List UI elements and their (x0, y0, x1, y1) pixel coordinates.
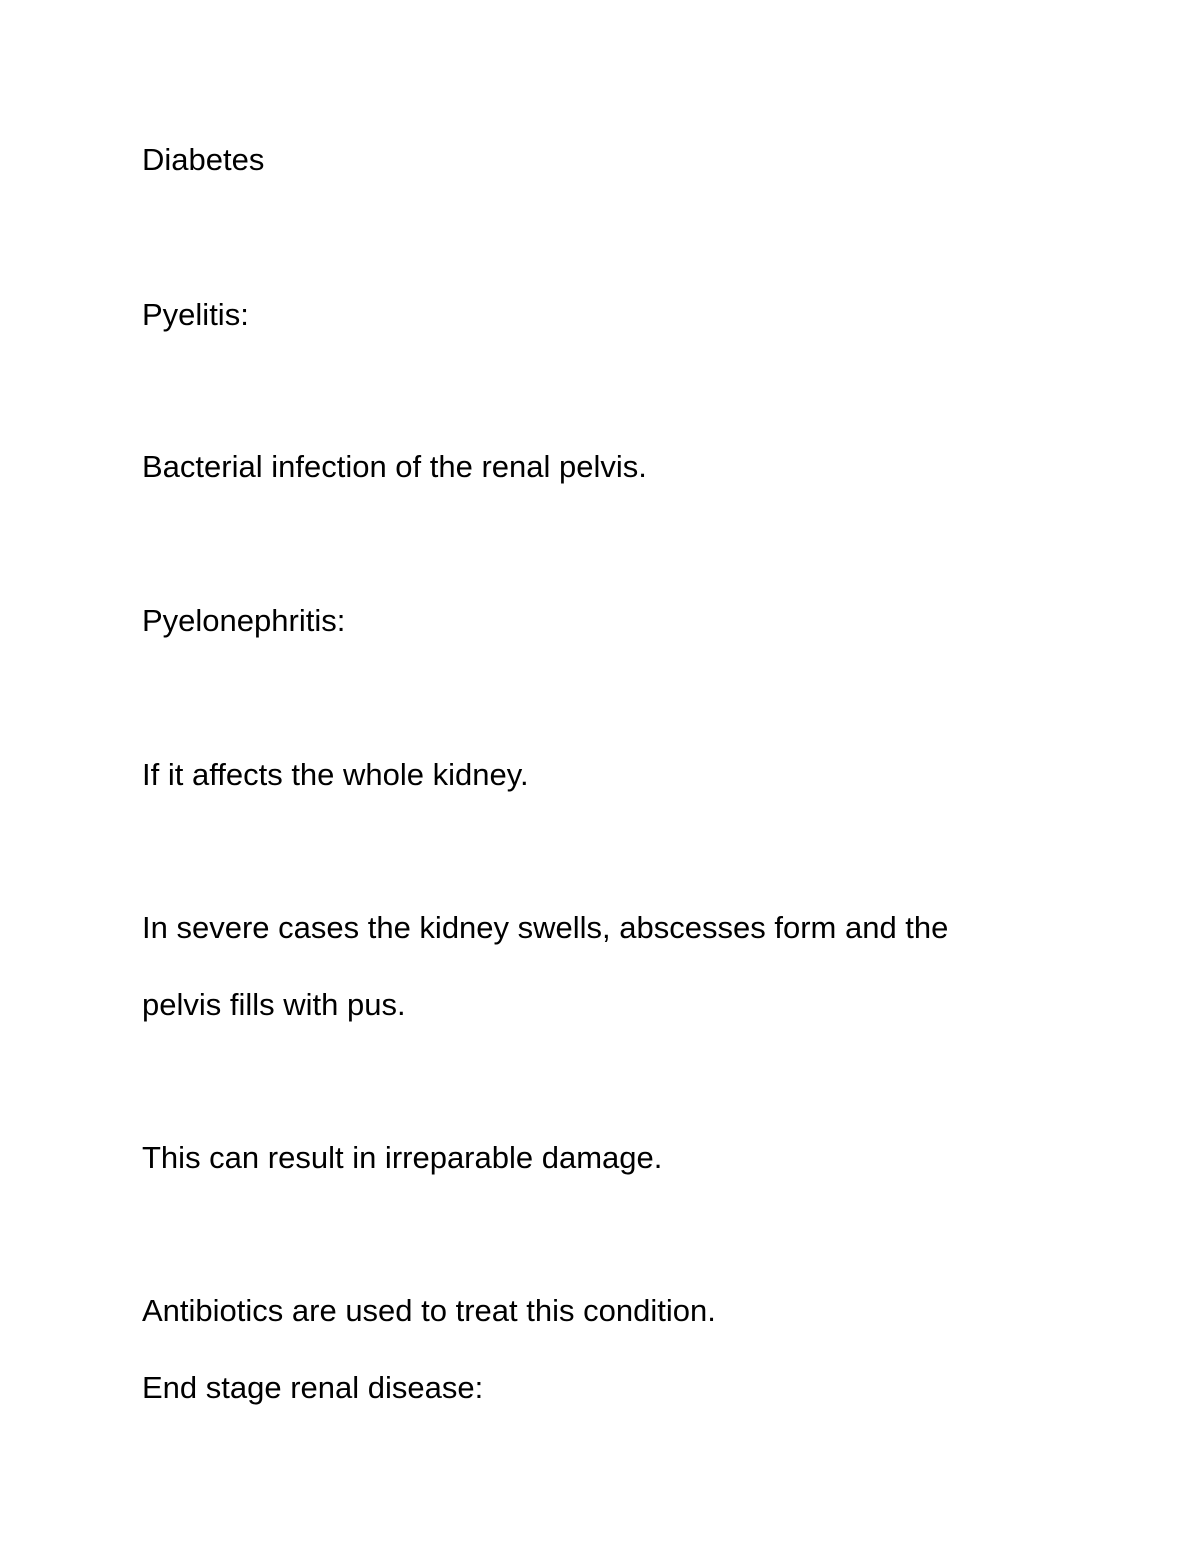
heading-pyelitis: Pyelitis: (142, 297, 249, 332)
pyelonephritis-definition: If it affects the whole kidney. (142, 757, 529, 792)
damage-text: This can result in irreparable damage. (142, 1140, 663, 1175)
severe-cases-text-line-1: In severe cases the kidney swells, abscesses form and the (142, 910, 949, 945)
heading-end-stage-renal-disease: End stage renal disease: (142, 1370, 484, 1405)
severe-cases-text-line-2: pelvis fills with pus. (142, 987, 406, 1022)
heading-pyelonephritis: Pyelonephritis: (142, 603, 346, 638)
treatment-text: Antibiotics are used to treat this condition. (142, 1293, 716, 1328)
pyelitis-definition: Bacterial infection of the renal pelvis. (142, 449, 647, 484)
heading-diabetes: Diabetes (142, 142, 265, 177)
